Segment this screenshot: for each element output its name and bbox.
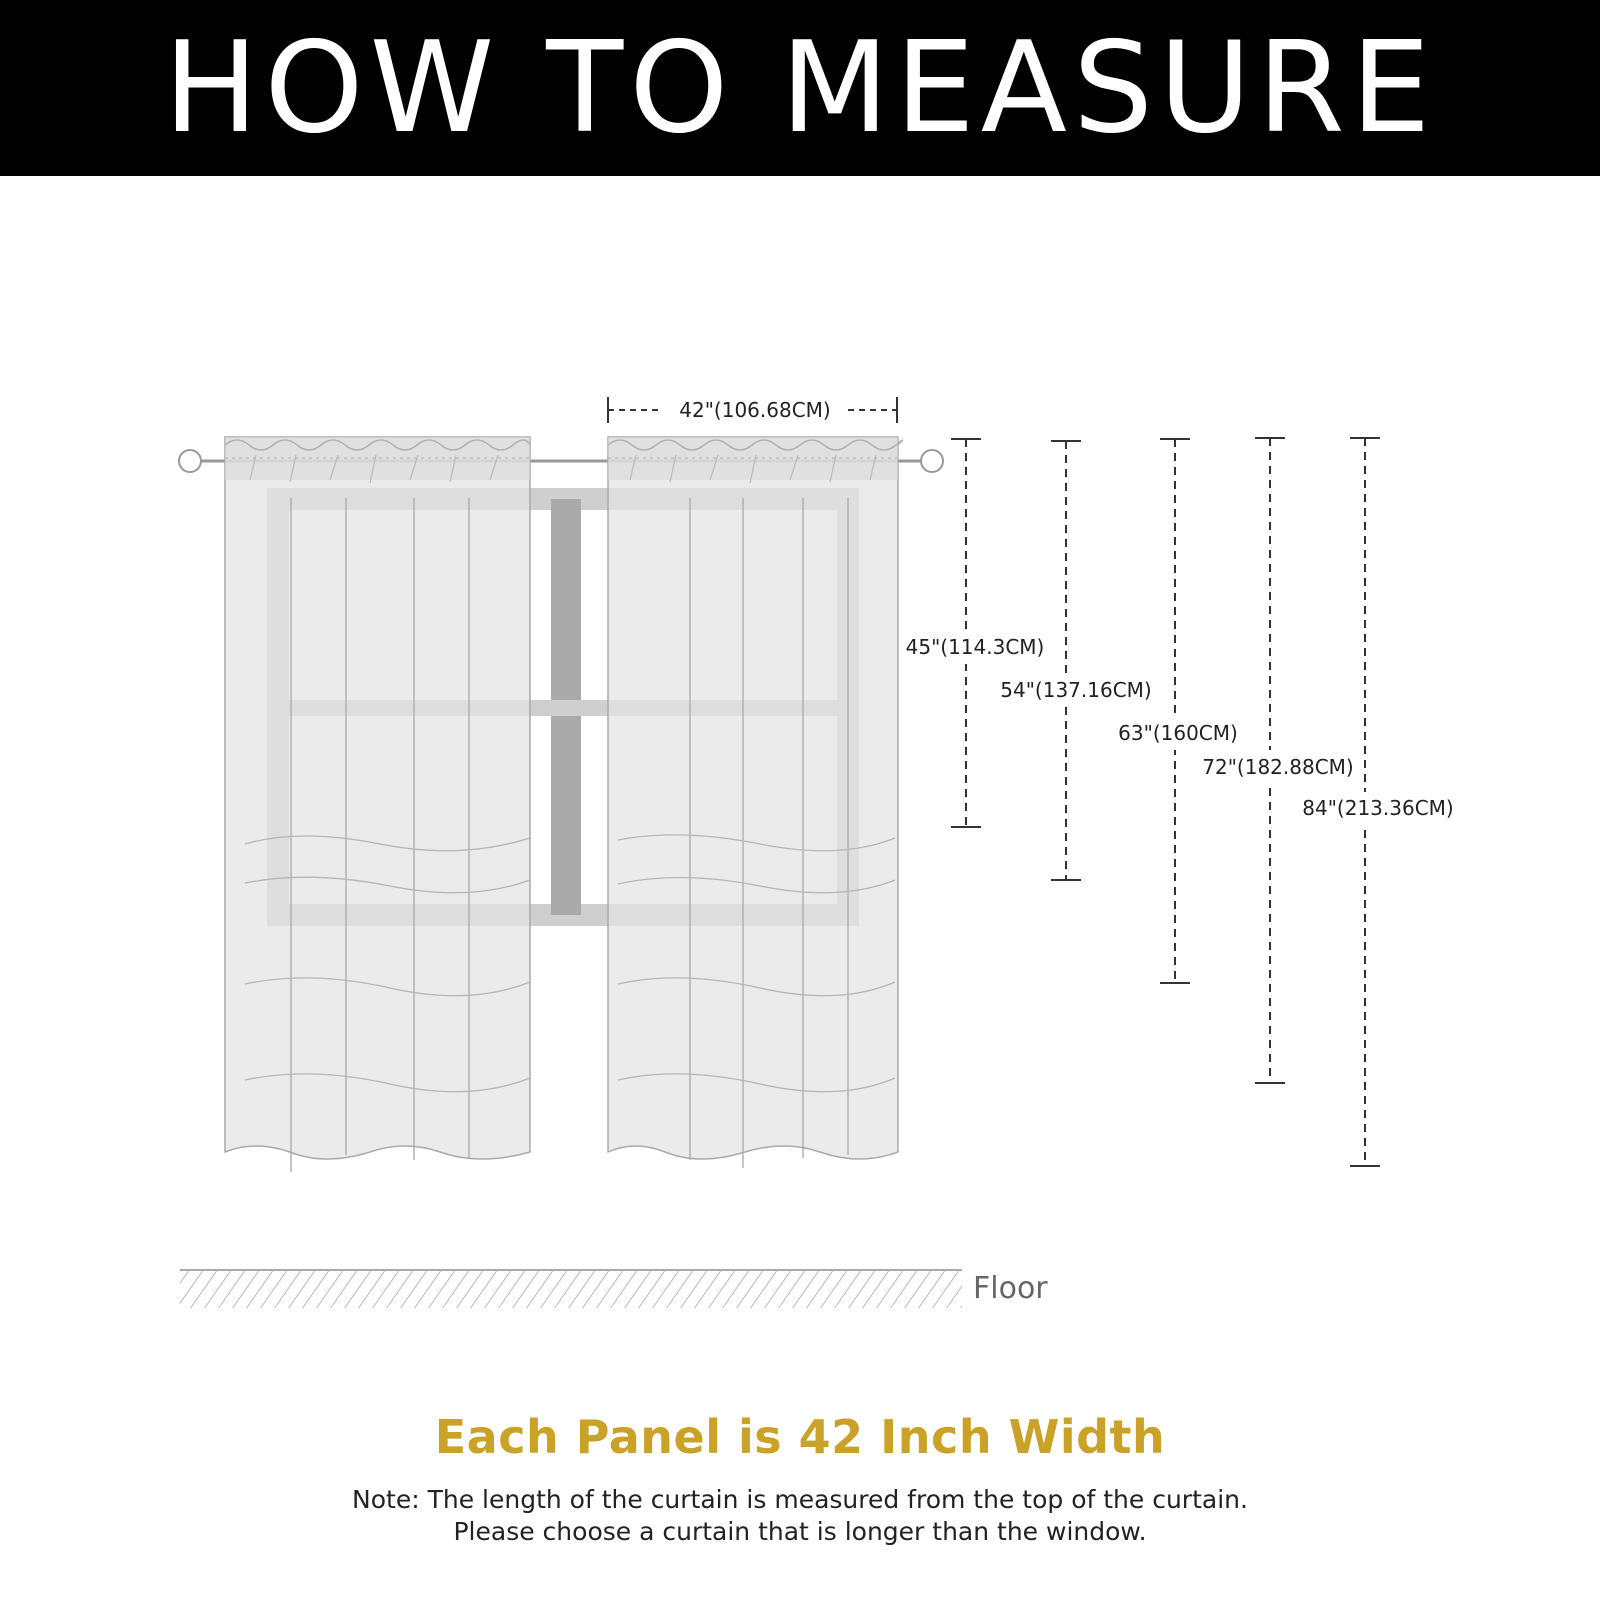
curtain-panel-right [608, 437, 903, 1168]
length-label-84: 84"(213.36CM) [1302, 796, 1454, 820]
measurement-diagram [0, 176, 1600, 1376]
length-dimension-72 [1192, 438, 1364, 1083]
length-label-54: 54"(137.16CM) [1000, 678, 1152, 702]
width-label: 42"(106.68CM) [679, 398, 831, 422]
length-label-63: 63"(160CM) [1118, 721, 1238, 745]
width-dimension [608, 397, 897, 423]
rod-finial-left-icon [179, 450, 201, 472]
curtain-panel-left [225, 437, 530, 1172]
floor-label: Floor [973, 1271, 1048, 1306]
page-title: HOW TO MEASURE [163, 14, 1437, 161]
rod-finial-right-icon [921, 450, 943, 472]
note-line-2: Please choose a curtain that is longer than the window. [453, 1517, 1147, 1546]
length-dimension-84 [1288, 438, 1463, 1166]
length-dimension-45 [900, 439, 1050, 827]
length-label-45: 45"(114.3CM) [905, 635, 1045, 659]
length-dimension-63 [1108, 439, 1248, 983]
length-label-72: 72"(182.88CM) [1202, 755, 1354, 779]
floor [180, 1270, 1048, 1308]
note-line-1: Note: The length of the curtain is measured from the top of the curtain. [352, 1485, 1248, 1514]
header-bar [0, 0, 1600, 176]
panel-width-title: Each Panel is 42 Inch Width [434, 1410, 1166, 1464]
